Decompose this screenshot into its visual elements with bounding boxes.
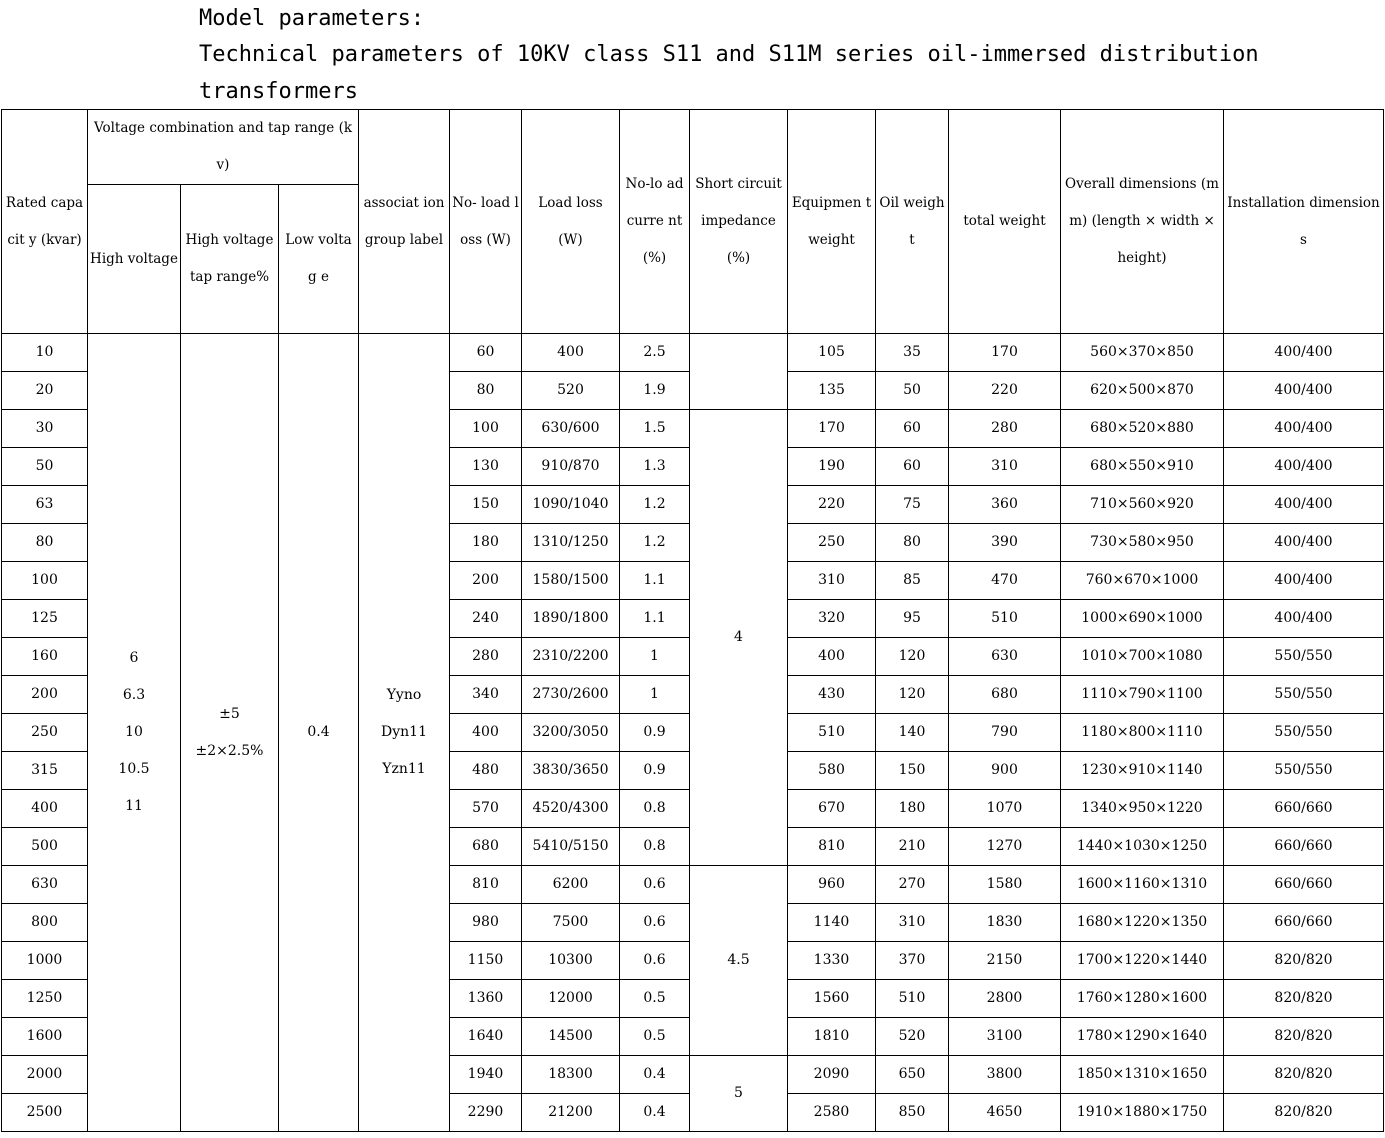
cell-no-load-current: 0.5 <box>620 1018 690 1056</box>
cell-rated-capacity: 2500 <box>2 1094 88 1132</box>
table-row <box>2 334 1384 372</box>
cell-rated-capacity: 1250 <box>2 980 88 1018</box>
cell-installation: 400/400 <box>1224 486 1384 524</box>
cell-no-load-loss: 200 <box>450 562 522 600</box>
cell-load-loss: 2730/2600 <box>522 676 620 714</box>
cell-oil-weight: 95 <box>876 600 949 638</box>
cell-short-circuit-impedance: 4.5 <box>690 866 788 1056</box>
cell-equipment-weight: 135 <box>788 372 876 410</box>
cell-oil-weight: 370 <box>876 942 949 980</box>
cell-oil-weight: 140 <box>876 714 949 752</box>
cell-no-load-current: 0.8 <box>620 828 690 866</box>
cell-equipment-weight: 2090 <box>788 1056 876 1094</box>
cell-installation: 400/400 <box>1224 524 1384 562</box>
cell-load-loss: 5410/5150 <box>522 828 620 866</box>
cell-no-load-loss: 1940 <box>450 1056 522 1094</box>
cell-equipment-weight: 580 <box>788 752 876 790</box>
cell-rated-capacity: 2000 <box>2 1056 88 1094</box>
cell-installation: 400/400 <box>1224 562 1384 600</box>
header-high-voltage-tap-range: High voltage tap range% <box>181 185 279 334</box>
cell-installation: 400/400 <box>1224 410 1384 448</box>
cell-no-load-current: 1.2 <box>620 524 690 562</box>
cell-dimensions: 620×500×870 <box>1061 372 1224 410</box>
cell-dimensions: 1230×910×1140 <box>1061 752 1224 790</box>
cell-rated-capacity: 30 <box>2 410 88 448</box>
cell-rated-capacity: 800 <box>2 904 88 942</box>
cell-installation: 550/550 <box>1224 676 1384 714</box>
cell-equipment-weight: 310 <box>788 562 876 600</box>
cell-no-load-current: 1.5 <box>620 410 690 448</box>
cell-oil-weight: 50 <box>876 372 949 410</box>
cell-equipment-weight: 250 <box>788 524 876 562</box>
cell-installation: 550/550 <box>1224 752 1384 790</box>
cell-equipment-weight: 320 <box>788 600 876 638</box>
cell-load-loss: 7500 <box>522 904 620 942</box>
header-oil-weight: Oil weight <box>876 110 949 334</box>
cell-load-loss: 520 <box>522 372 620 410</box>
parameters-table <box>1 109 1384 1132</box>
cell-total-weight: 790 <box>949 714 1061 752</box>
cell-oil-weight: 210 <box>876 828 949 866</box>
cell-no-load-current: 0.4 <box>620 1094 690 1132</box>
header-equipment-weight: Equipmen t weight <box>788 110 876 334</box>
cell-total-weight: 3100 <box>949 1018 1061 1056</box>
cell-total-weight: 2800 <box>949 980 1061 1018</box>
cell-installation: 660/660 <box>1224 790 1384 828</box>
heading-line-2: Technical parameters of 10KV class S11 and S11M series oil-immersed distribution <box>199 42 1259 67</box>
heading-line-3: transformers <box>199 79 358 104</box>
header-overall-dimensions: Overall dimensions (mm) (length × width × height) <box>1061 110 1224 334</box>
cell-oil-weight: 75 <box>876 486 949 524</box>
cell-dimensions: 1910×1880×1750 <box>1061 1094 1224 1132</box>
cell-load-loss: 1310/1250 <box>522 524 620 562</box>
header-voltage-combination: Voltage combination and tap range (kv) <box>88 110 359 185</box>
cell-oil-weight: 850 <box>876 1094 949 1132</box>
cell-installation: 660/660 <box>1224 904 1384 942</box>
header-short-circuit-impedance: Short circuit impedance (%) <box>690 110 788 334</box>
cell-rated-capacity: 20 <box>2 372 88 410</box>
header-total-weight: total weight <box>949 110 1061 334</box>
cell-equipment-weight: 510 <box>788 714 876 752</box>
cell-load-loss: 6200 <box>522 866 620 904</box>
cell-load-loss: 12000 <box>522 980 620 1018</box>
cell-equipment-weight: 400 <box>788 638 876 676</box>
cell-no-load-loss: 810 <box>450 866 522 904</box>
cell-rated-capacity: 63 <box>2 486 88 524</box>
cell-dimensions: 560×370×850 <box>1061 334 1224 372</box>
header-installation-dimensions: Installation dimensions <box>1224 110 1384 334</box>
cell-total-weight: 630 <box>949 638 1061 676</box>
cell-no-load-loss: 340 <box>450 676 522 714</box>
cell-dimensions: 730×580×950 <box>1061 524 1224 562</box>
cell-low-voltage: 0.4 <box>279 334 359 1132</box>
cell-no-load-current: 0.6 <box>620 904 690 942</box>
cell-rated-capacity: 100 <box>2 562 88 600</box>
cell-installation: 820/820 <box>1224 942 1384 980</box>
cell-no-load-current: 0.4 <box>620 1056 690 1094</box>
cell-load-loss: 3200/3050 <box>522 714 620 752</box>
cell-total-weight: 470 <box>949 562 1061 600</box>
cell-oil-weight: 270 <box>876 866 949 904</box>
cell-no-load-loss: 240 <box>450 600 522 638</box>
cell-total-weight: 220 <box>949 372 1061 410</box>
cell-oil-weight: 120 <box>876 676 949 714</box>
cell-high-voltage-tap-range-line: ±5 <box>219 705 240 722</box>
cell-load-loss: 400 <box>522 334 620 372</box>
cell-short-circuit-impedance: 5 <box>690 1056 788 1132</box>
cell-no-load-loss: 2290 <box>450 1094 522 1132</box>
cell-installation: 820/820 <box>1224 980 1384 1018</box>
cell-rated-capacity: 400 <box>2 790 88 828</box>
cell-oil-weight: 650 <box>876 1056 949 1094</box>
cell-no-load-current: 0.9 <box>620 714 690 752</box>
cell-dimensions: 1110×790×1100 <box>1061 676 1224 714</box>
cell-high-voltage-line: 10 <box>125 724 143 740</box>
cell-oil-weight: 60 <box>876 410 949 448</box>
cell-total-weight: 1270 <box>949 828 1061 866</box>
cell-no-load-loss: 100 <box>450 410 522 448</box>
cell-load-loss: 4520/4300 <box>522 790 620 828</box>
cell-equipment-weight: 1330 <box>788 942 876 980</box>
cell-installation: 820/820 <box>1224 1094 1384 1132</box>
cell-dimensions: 1680×1220×1350 <box>1061 904 1224 942</box>
header-rated-capacity: Rated capacit y (kvar) <box>2 110 88 334</box>
cell-no-load-current: 0.6 <box>620 942 690 980</box>
table-body <box>2 334 1384 1132</box>
cell-oil-weight: 520 <box>876 1018 949 1056</box>
cell-total-weight: 170 <box>949 334 1061 372</box>
cell-installation: 400/400 <box>1224 600 1384 638</box>
cell-equipment-weight: 430 <box>788 676 876 714</box>
cell-rated-capacity: 1000 <box>2 942 88 980</box>
cell-equipment-weight: 190 <box>788 448 876 486</box>
cell-rated-capacity: 200 <box>2 676 88 714</box>
cell-equipment-weight: 220 <box>788 486 876 524</box>
cell-high-voltage-line: 11 <box>125 798 143 814</box>
cell-total-weight: 510 <box>949 600 1061 638</box>
cell-no-load-current: 1.3 <box>620 448 690 486</box>
cell-oil-weight: 120 <box>876 638 949 676</box>
cell-short-circuit-impedance <box>690 334 788 410</box>
header-load-loss: Load loss (W) <box>522 110 620 334</box>
cell-load-loss: 18300 <box>522 1056 620 1094</box>
cell-equipment-weight: 2580 <box>788 1094 876 1132</box>
cell-dimensions: 1440×1030×1250 <box>1061 828 1224 866</box>
cell-no-load-loss: 280 <box>450 638 522 676</box>
cell-total-weight: 360 <box>949 486 1061 524</box>
cell-oil-weight: 150 <box>876 752 949 790</box>
cell-no-load-current: 1 <box>620 638 690 676</box>
cell-no-load-current: 2.5 <box>620 334 690 372</box>
cell-total-weight: 2150 <box>949 942 1061 980</box>
cell-equipment-weight: 670 <box>788 790 876 828</box>
cell-oil-weight: 60 <box>876 448 949 486</box>
cell-no-load-loss: 1150 <box>450 942 522 980</box>
cell-installation: 660/660 <box>1224 866 1384 904</box>
cell-no-load-loss: 400 <box>450 714 522 752</box>
cell-equipment-weight: 810 <box>788 828 876 866</box>
cell-dimensions: 1760×1280×1600 <box>1061 980 1224 1018</box>
cell-dimensions: 1000×690×1000 <box>1061 600 1224 638</box>
cell-installation: 400/400 <box>1224 372 1384 410</box>
cell-total-weight: 900 <box>949 752 1061 790</box>
cell-dimensions: 1850×1310×1650 <box>1061 1056 1224 1094</box>
cell-rated-capacity: 10 <box>2 334 88 372</box>
cell-load-loss: 630/600 <box>522 410 620 448</box>
cell-no-load-current: 0.8 <box>620 790 690 828</box>
cell-no-load-loss: 80 <box>450 372 522 410</box>
cell-no-load-loss: 150 <box>450 486 522 524</box>
cell-load-loss: 21200 <box>522 1094 620 1132</box>
cell-rated-capacity: 125 <box>2 600 88 638</box>
cell-load-loss: 10300 <box>522 942 620 980</box>
cell-installation: 550/550 <box>1224 714 1384 752</box>
cell-total-weight: 3800 <box>949 1056 1061 1094</box>
cell-load-loss: 910/870 <box>522 448 620 486</box>
cell-rated-capacity: 1600 <box>2 1018 88 1056</box>
cell-dimensions: 1010×700×1080 <box>1061 638 1224 676</box>
cell-no-load-current: 1.2 <box>620 486 690 524</box>
cell-total-weight: 390 <box>949 524 1061 562</box>
cell-high-voltage-line: 6 <box>129 650 139 666</box>
cell-dimensions: 710×560×920 <box>1061 486 1224 524</box>
cell-total-weight: 680 <box>949 676 1061 714</box>
cell-no-load-current: 0.9 <box>620 752 690 790</box>
cell-total-weight: 4650 <box>949 1094 1061 1132</box>
cell-dimensions: 1340×950×1220 <box>1061 790 1224 828</box>
cell-dimensions: 1180×800×1110 <box>1061 714 1224 752</box>
cell-association-group-line: Dyn11 <box>381 724 427 740</box>
cell-dimensions: 760×670×1000 <box>1061 562 1224 600</box>
header-no-load-loss: No- load loss (W) <box>450 110 522 334</box>
cell-dimensions: 680×520×880 <box>1061 410 1224 448</box>
cell-load-loss: 1090/1040 <box>522 486 620 524</box>
cell-association-group-line: Yyno <box>386 687 422 703</box>
cell-rated-capacity: 50 <box>2 448 88 486</box>
cell-rated-capacity: 160 <box>2 638 88 676</box>
cell-association-group-line: Yzn11 <box>382 761 426 777</box>
cell-no-load-loss: 980 <box>450 904 522 942</box>
cell-dimensions: 680×550×910 <box>1061 448 1224 486</box>
cell-rated-capacity: 500 <box>2 828 88 866</box>
cell-short-circuit-impedance: 4 <box>690 410 788 866</box>
cell-installation: 400/400 <box>1224 448 1384 486</box>
cell-no-load-loss: 60 <box>450 334 522 372</box>
cell-load-loss: 3830/3650 <box>522 752 620 790</box>
cell-load-loss: 14500 <box>522 1018 620 1056</box>
cell-no-load-current: 0.6 <box>620 866 690 904</box>
cell-no-load-loss: 130 <box>450 448 522 486</box>
cell-total-weight: 310 <box>949 448 1061 486</box>
header-low-voltage: Low voltag e <box>279 185 359 334</box>
cell-no-load-loss: 480 <box>450 752 522 790</box>
cell-dimensions: 1700×1220×1440 <box>1061 942 1224 980</box>
cell-total-weight: 1830 <box>949 904 1061 942</box>
cell-installation: 550/550 <box>1224 638 1384 676</box>
cell-equipment-weight: 1140 <box>788 904 876 942</box>
cell-no-load-loss: 180 <box>450 524 522 562</box>
cell-installation: 660/660 <box>1224 828 1384 866</box>
cell-dimensions: 1780×1290×1640 <box>1061 1018 1224 1056</box>
cell-oil-weight: 310 <box>876 904 949 942</box>
cell-rated-capacity: 315 <box>2 752 88 790</box>
heading-line-1: Model parameters: <box>199 6 425 31</box>
cell-no-load-current: 1.1 <box>620 562 690 600</box>
cell-no-load-current: 1 <box>620 676 690 714</box>
cell-high-voltage-tap-range <box>181 334 279 1132</box>
cell-oil-weight: 80 <box>876 524 949 562</box>
cell-dimensions: 1600×1160×1310 <box>1061 866 1224 904</box>
cell-oil-weight: 85 <box>876 562 949 600</box>
cell-load-loss: 2310/2200 <box>522 638 620 676</box>
cell-no-load-current: 1.1 <box>620 600 690 638</box>
cell-total-weight: 1070 <box>949 790 1061 828</box>
cell-no-load-loss: 570 <box>450 790 522 828</box>
cell-oil-weight: 180 <box>876 790 949 828</box>
cell-total-weight: 1580 <box>949 866 1061 904</box>
cell-no-load-loss: 680 <box>450 828 522 866</box>
cell-equipment-weight: 1810 <box>788 1018 876 1056</box>
cell-installation: 400/400 <box>1224 334 1384 372</box>
cell-rated-capacity: 250 <box>2 714 88 752</box>
cell-equipment-weight: 170 <box>788 410 876 448</box>
cell-rated-capacity: 630 <box>2 866 88 904</box>
cell-no-load-loss: 1360 <box>450 980 522 1018</box>
cell-high-voltage-line: 10.5 <box>118 761 150 777</box>
cell-high-voltage-line: 6.3 <box>122 687 146 703</box>
header-association-group: associat ion group label <box>359 110 450 334</box>
cell-association-group <box>359 334 450 1132</box>
cell-equipment-weight: 960 <box>788 866 876 904</box>
cell-high-voltage <box>88 334 181 1132</box>
header-high-voltage: High voltage <box>88 185 181 334</box>
cell-no-load-current: 0.5 <box>620 980 690 1018</box>
cell-rated-capacity: 80 <box>2 524 88 562</box>
cell-oil-weight: 510 <box>876 980 949 1018</box>
cell-installation: 820/820 <box>1224 1018 1384 1056</box>
cell-high-voltage-tap-range-line: ±2×2.5% <box>195 742 264 759</box>
cell-no-load-loss: 1640 <box>450 1018 522 1056</box>
cell-oil-weight: 35 <box>876 334 949 372</box>
cell-equipment-weight: 105 <box>788 334 876 372</box>
cell-load-loss: 1580/1500 <box>522 562 620 600</box>
cell-equipment-weight: 1560 <box>788 980 876 1018</box>
cell-installation: 820/820 <box>1224 1056 1384 1094</box>
header-no-load-current: No-lo ad curre nt (%) <box>620 110 690 334</box>
cell-total-weight: 280 <box>949 410 1061 448</box>
cell-load-loss: 1890/1800 <box>522 600 620 638</box>
cell-no-load-current: 1.9 <box>620 372 690 410</box>
